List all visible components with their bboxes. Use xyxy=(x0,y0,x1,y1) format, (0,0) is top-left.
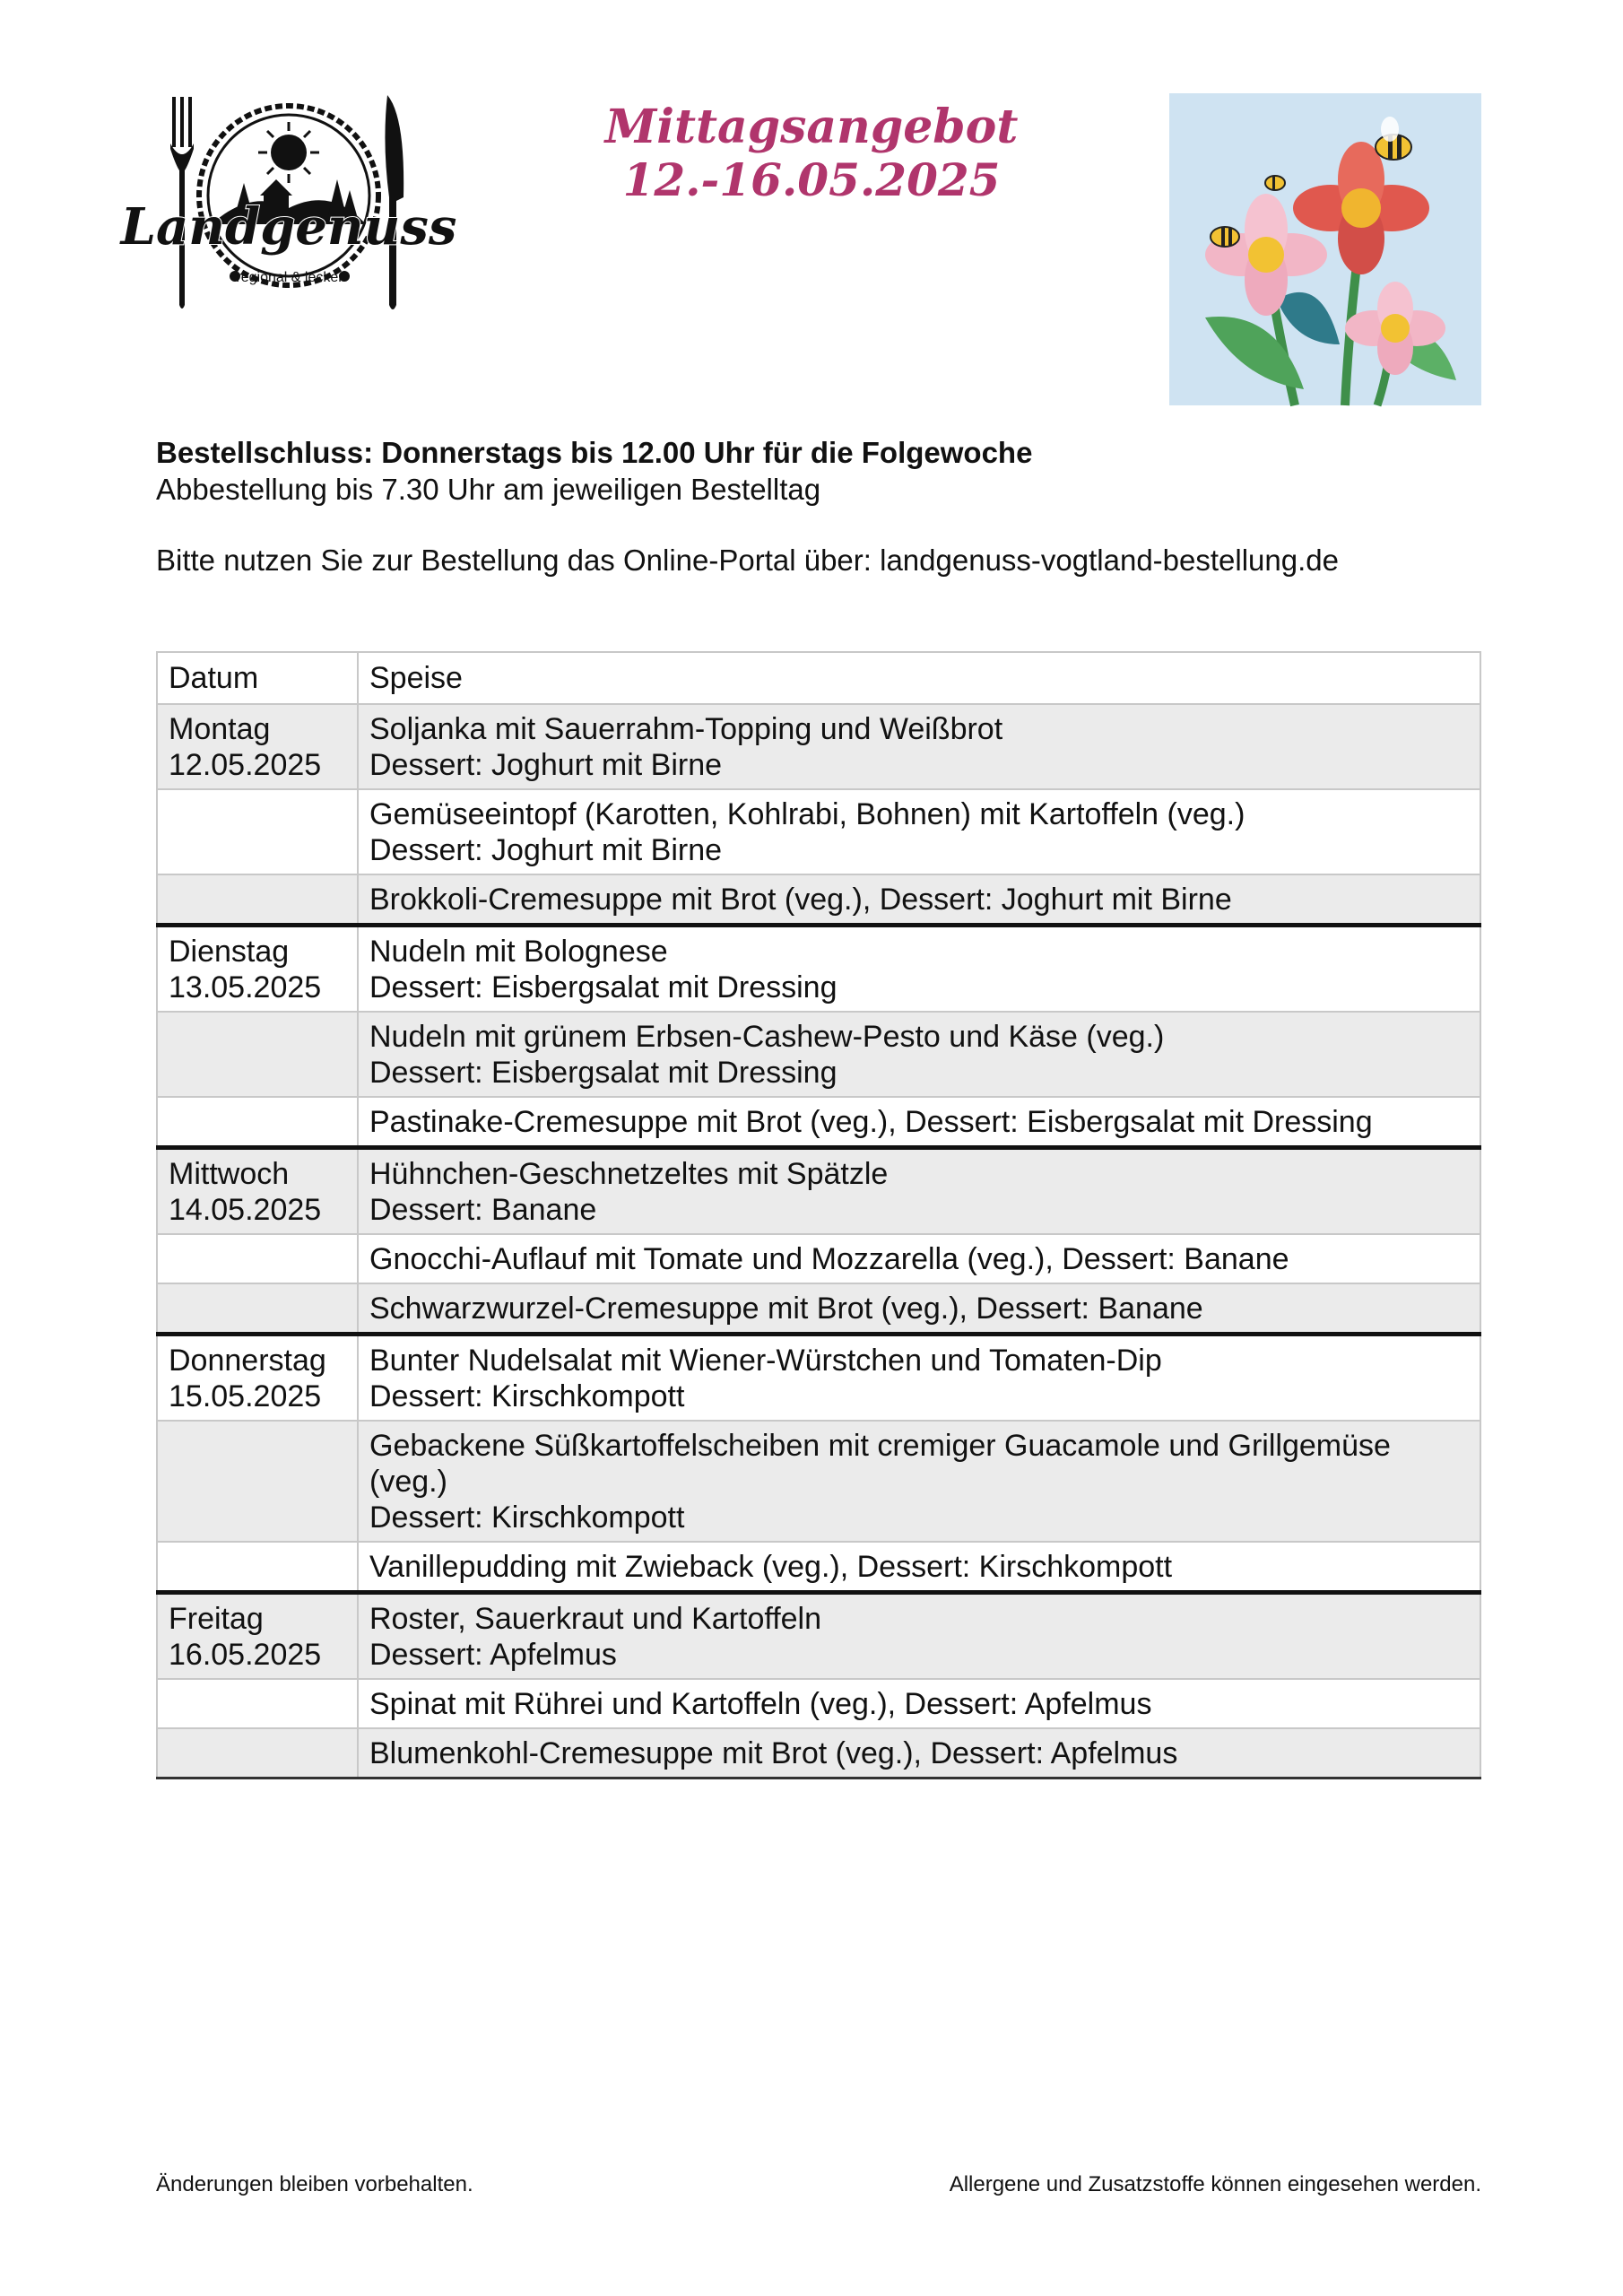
dish-cell xyxy=(358,1012,1480,1097)
date-cell xyxy=(157,1421,358,1542)
date-cell xyxy=(157,1012,358,1097)
date-cell xyxy=(157,1234,358,1283)
date-cell xyxy=(157,789,358,874)
logo-tagline: regional & lecker xyxy=(236,270,343,285)
date-cell xyxy=(157,1593,358,1680)
flower-icon xyxy=(1169,93,1481,405)
dish-cell xyxy=(358,1679,1480,1728)
cancellation-note: Abbestellung bis 7.30 Uhr am jeweiligen Bestelltag xyxy=(156,473,821,506)
date-cell xyxy=(157,926,358,1013)
dish-name: Blumenkohl-Cremesuppe mit Brot (veg.), Dessert: Apfelmus xyxy=(369,1736,1178,1770)
table-row xyxy=(157,1542,1480,1593)
date-cell xyxy=(157,1542,358,1593)
page-title xyxy=(574,100,1049,206)
dish-name: Pastinake-Cremesuppe mit Brot (veg.), Dessert: Eisbergsalat mit Dressing xyxy=(369,1105,1373,1139)
table-row xyxy=(157,1012,1480,1097)
table-row xyxy=(157,926,1480,1013)
logo-graphic xyxy=(120,90,457,323)
dish-name: Roster, Sauerkraut und Kartoffeln xyxy=(369,1602,822,1636)
date-cell xyxy=(157,1283,358,1335)
dish-cell xyxy=(358,1335,1480,1422)
dish-cell xyxy=(358,1421,1480,1542)
dish-name: Gemüseeintopf (Karotten, Kohlrabi, Bohnen) mit Kartoffeln (veg.) xyxy=(369,797,1245,831)
portal-note: Bitte nutzen Sie zur Bestellung das Online-Portal über: landgenuss-vogtland-bestellung.de xyxy=(156,544,1339,577)
dish-cell xyxy=(358,704,1480,789)
date-cell xyxy=(157,874,358,926)
landgenuss-logo xyxy=(120,90,457,323)
date-cell xyxy=(157,1679,358,1728)
dish-dessert: Dessert: Kirschkompott xyxy=(369,1379,685,1413)
header-date: Datum xyxy=(157,652,358,704)
order-info xyxy=(156,434,1339,578)
table-row xyxy=(157,1097,1480,1148)
date: 15.05.2025 xyxy=(169,1379,322,1413)
dish-name: Gebackene Süßkartoffelscheiben mit cremiger Guacamole und Grillgemüse (veg.) xyxy=(369,1429,1391,1499)
dish-name: Brokkoli-Cremesuppe mit Brot (veg.), Dessert: Joghurt mit Birne xyxy=(369,883,1232,917)
date-cell xyxy=(157,704,358,789)
dish-cell xyxy=(358,1097,1480,1148)
dish-cell xyxy=(358,926,1480,1013)
logo-wordmark: Landgenuss xyxy=(120,197,457,257)
order-deadline: Bestellschluss: Donnerstags bis 12.00 Uhr für die Folgewoche xyxy=(156,436,1033,469)
dish-cell xyxy=(358,1542,1480,1593)
footer-allergens: Allergene und Zusatzstoffe können eingesehen werden. xyxy=(949,2172,1481,2196)
dish-dessert: Dessert: Joghurt mit Birne xyxy=(369,833,723,867)
table-header-row xyxy=(157,652,1480,704)
date: 13.05.2025 xyxy=(169,970,322,1004)
table-row xyxy=(157,704,1480,789)
weekday: Mittwoch xyxy=(169,1157,290,1191)
dish-dessert: Dessert: Kirschkompott xyxy=(369,1500,685,1535)
dish-cell xyxy=(358,1728,1480,1779)
dish-cell xyxy=(358,1283,1480,1335)
date: 14.05.2025 xyxy=(169,1193,322,1227)
table-row xyxy=(157,1679,1480,1728)
table-row xyxy=(157,1593,1480,1680)
table-row xyxy=(157,1283,1480,1335)
date-cell xyxy=(157,1148,358,1235)
dish-dessert: Dessert: Apfelmus xyxy=(369,1638,617,1672)
date-cell xyxy=(157,1097,358,1148)
dish-name: Hühnchen-Geschnetzeltes mit Spätzle xyxy=(369,1157,889,1191)
date-cell xyxy=(157,1728,358,1779)
dish-name: Soljanka mit Sauerrahm-Topping und Weißbrot xyxy=(369,712,1003,746)
table-row xyxy=(157,789,1480,874)
title-date-range: 12.-16.05.2025 xyxy=(622,153,1001,206)
date: 12.05.2025 xyxy=(169,748,322,782)
dish-cell xyxy=(358,1148,1480,1235)
bee-icon xyxy=(1265,176,1285,190)
table-row xyxy=(157,1335,1480,1422)
dish-dessert: Dessert: Joghurt mit Birne xyxy=(369,748,723,782)
table-row xyxy=(157,874,1480,926)
dish-dessert: Dessert: Banane xyxy=(369,1193,597,1227)
flower-illustration xyxy=(1169,93,1481,405)
footer-disclaimer: Änderungen bleiben vorbehalten. xyxy=(156,2172,473,2196)
weekday: Donnerstag xyxy=(169,1344,326,1378)
weekday: Montag xyxy=(169,712,271,746)
weekday: Freitag xyxy=(169,1602,264,1636)
weekday: Dienstag xyxy=(169,935,290,969)
dish-name: Nudeln mit grünem Erbsen-Cashew-Pesto und Käse (veg.) xyxy=(369,1020,1165,1054)
dish-name: Gnocchi-Auflauf mit Tomate und Mozzarella (veg.), Dessert: Banane xyxy=(369,1242,1289,1276)
table-row xyxy=(157,1421,1480,1542)
date-cell xyxy=(157,1335,358,1422)
dish-name: Bunter Nudelsalat mit Wiener-Würstchen und Tomaten-Dip xyxy=(369,1344,1162,1378)
bee-icon xyxy=(1211,227,1239,247)
dish-cell xyxy=(358,789,1480,874)
table-row xyxy=(157,1234,1480,1283)
dish-name: Vanillepudding mit Zwieback (veg.), Dessert: Kirschkompott xyxy=(369,1550,1173,1584)
dish-name: Schwarzwurzel-Cremesuppe mit Brot (veg.), Dessert: Banane xyxy=(369,1292,1203,1326)
date: 16.05.2025 xyxy=(169,1638,322,1672)
dish-cell xyxy=(358,1593,1480,1680)
dish-dessert: Dessert: Eisbergsalat mit Dressing xyxy=(369,1056,838,1090)
dish-dessert: Dessert: Eisbergsalat mit Dressing xyxy=(369,970,838,1004)
menu-table xyxy=(156,651,1481,1779)
header-dish: Speise xyxy=(358,652,1480,704)
table-row xyxy=(157,1148,1480,1235)
dish-cell xyxy=(358,874,1480,926)
table-row xyxy=(157,1728,1480,1779)
dish-name: Spinat mit Rührei und Kartoffeln (veg.), Dessert: Apfelmus xyxy=(369,1687,1152,1721)
dish-name: Nudeln mit Bolognese xyxy=(369,935,668,969)
title-line1: Mittagsangebot xyxy=(604,100,1019,154)
dish-cell xyxy=(358,1234,1480,1283)
